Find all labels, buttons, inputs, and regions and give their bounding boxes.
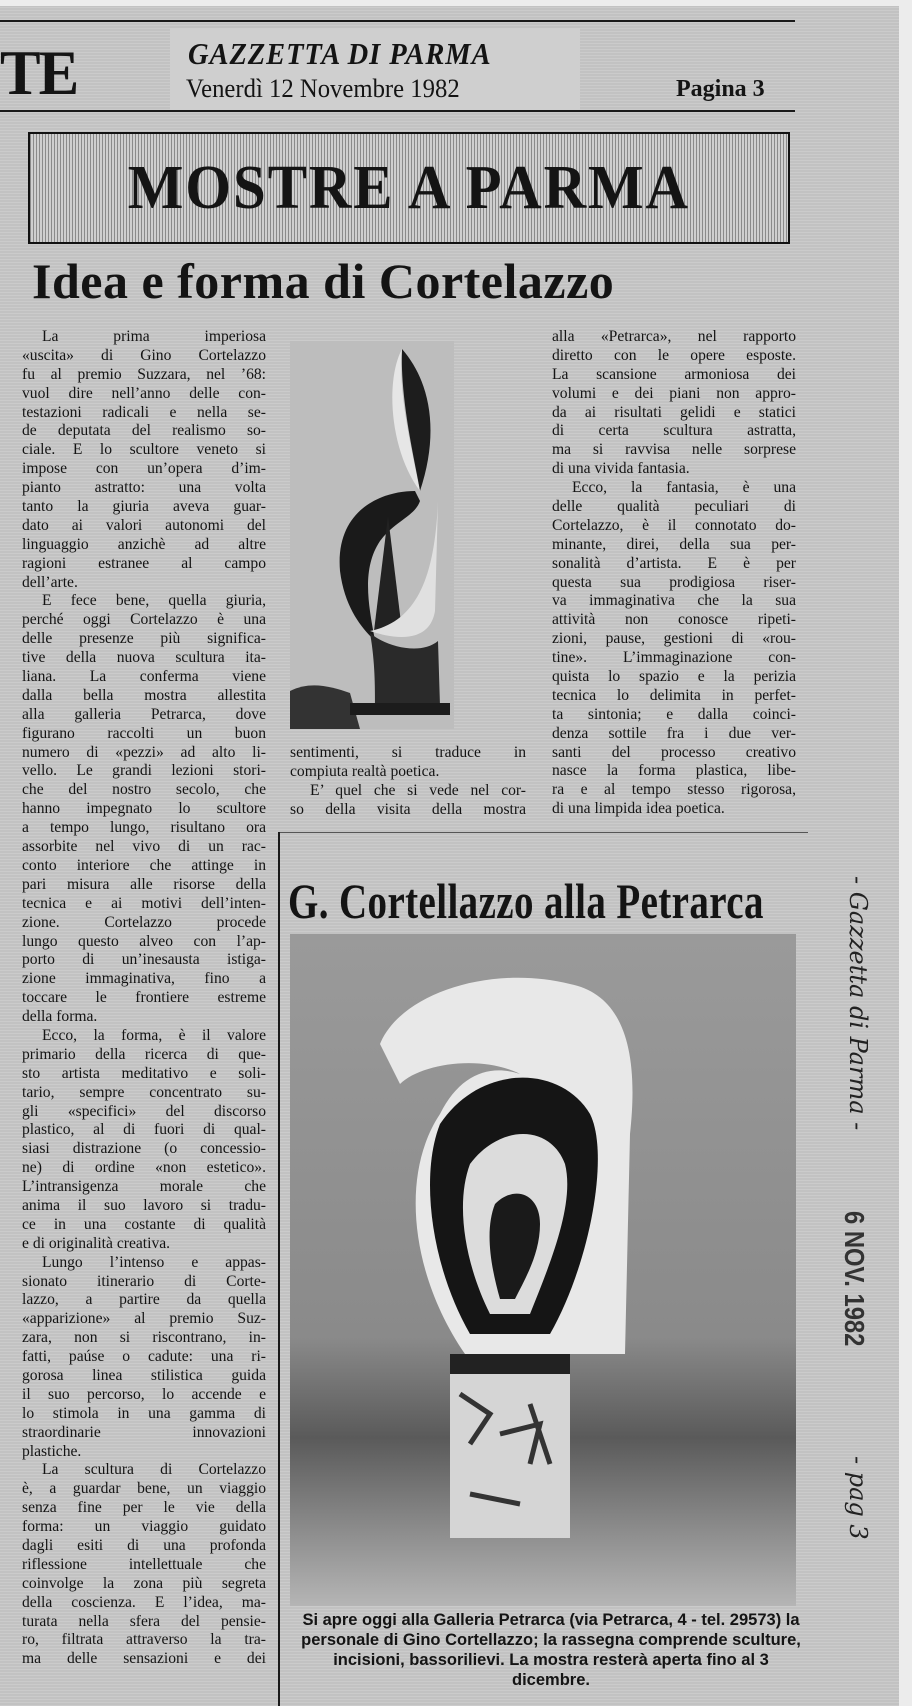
text-line: Ecco, la fantasia, è una [572,479,796,497]
text-line: so della visita della mostra [290,800,526,818]
text-line: di certa scultura astratta, [552,422,796,440]
text-line: dalla bella mostra allestita [22,686,266,704]
handwritten-page-note: - pag 3 [844,1456,872,1540]
text-line: fu al premio Suzzara, nel ’68: [22,365,266,383]
text-line: pianto astratto: una volta [22,479,266,497]
text-line: perché oggi Cortelazzo è una [22,611,266,629]
text-line: tario, sempre concentrato su- [22,1083,266,1101]
text-line: forma: un viaggio guidato [22,1518,266,1536]
text-line: questa sua prodigiosa riser- [552,573,796,591]
section-fragment: TE [0,37,78,108]
text-line: delle qualità peculiari di [552,498,796,516]
newspaper-name: GAZZETTA DI PARMA [188,36,492,71]
masthead [170,28,580,112]
text-line: riflessione intellettuale che [22,1555,266,1573]
text-line: plastico, al di fuori di qual- [22,1121,266,1139]
text-line: zioni, pause, gestioni di «rou- [552,630,796,648]
page-number: Pagina 3 [676,76,765,102]
text-line: lazzo, a partire da quella [22,1291,266,1309]
text-line: dagli esiti di una profonda [22,1537,266,1554]
text-line: alla galleria Petrarca, dove [22,705,266,723]
text-line: «uscita» di Gino Cortelazzo [22,346,266,364]
sculpture-photo-small [290,341,454,729]
text-line: della forma. [22,1008,98,1026]
text-line: testazioni radicali e nella se- [22,403,266,421]
text-line: E’ quel che si vede nel cor- [310,781,526,799]
margin-annotations [822,876,882,1556]
text-line: da ai risultati gelidi e statici [552,403,796,421]
text-line: La scansione armoniosa dei [552,365,796,383]
section-banner [28,132,790,244]
text-line: figurano raccolti un buon [22,724,266,742]
text-line: sonalità d’artista. E è per [552,554,796,572]
text-line: attività non conosce ripeti- [552,611,796,629]
text-line: primario della ricerca di que- [22,1045,266,1063]
text-line: plastiche. [22,1442,82,1460]
text-line: assorbite nel vivo di un rac- [22,838,266,856]
text-line: santi del processo creativo [552,743,796,761]
text-line: Cortelazzo, è il connotato do- [552,516,796,534]
text-line: che del nostro secolo, che [22,781,266,799]
text-line: il suo percorso, lo accende e [22,1385,266,1403]
text-line: zara, non si riscontrano, in- [22,1329,266,1347]
text-line: e di originalità creativa. [22,1234,171,1252]
text-line: quista lo spazio e la perizia [552,668,796,686]
text-line: senza fine per le vie della [22,1499,266,1517]
text-line: E fece bene, quella giuria, [42,592,266,610]
text-line: tive della nuova scultura ita- [22,649,266,667]
text-line: anima il suo lavoro si tradu- [22,1196,266,1214]
text-line: ragioni estranee al campo [22,554,266,572]
text-line: a tempo lungo, risultano ora [22,819,266,837]
text-line: ciale. E lo scultore veneto si [22,441,266,459]
photo-caption: Si apre oggi alla Galleria Petrarca (via Petrarca, 4 - tel. 29573) la personale di Gino Cortellazzo; la rassegna comprende sculture, incisioni, bassorilievi. La mostra resterà aperta fino al 3 dicembre. [301,1611,801,1689]
text-line: lungo questo alveo con l’ap- [22,932,266,950]
text-line: coinvolge la zona più segreta [22,1574,266,1592]
banner-title: MOSTRE A PARMA [127,153,691,222]
text-line: denza sottile fra i due ver- [552,724,796,742]
text-line: gorosa linea stilistica guida [22,1366,266,1384]
text-line: alla «Petrarca», nel rapporto [552,328,796,345]
text-line: ma delle sensazioni e dei [22,1650,266,1668]
text-line: compiuta realtà poetica. [290,762,440,780]
text-line: hanno impegnato lo scultore [22,800,266,818]
text-line: vello. Le grandi lezioni stori- [22,762,266,780]
text-line: zione immaginativa, fino a [22,970,266,988]
text-line: toccare le frontiere estreme [22,989,266,1007]
text-line: ce in una costante di qualità [22,1215,266,1233]
text-line: turata nella sfera del pensie- [22,1612,266,1630]
handwritten-source-note: - Gazzetta di Parma - [844,876,872,1131]
issue-date: Venerdì 12 Novembre 1982 [186,74,460,103]
right-column [552,328,796,819]
text-line: diretto con le opere esposte. [552,346,796,364]
text-line: impose con un’opera d’im- [22,460,266,478]
text-line: Lungo l’intenso e appas- [42,1253,266,1271]
text-line: fatti, paúse o cadute: una ri- [22,1348,266,1366]
box-left-rule [278,832,280,1706]
text-line: conto interiore che attinge in [22,856,266,874]
second-headline: G. Cortellazzo alla Petrarca [288,873,764,929]
text-line: ra e al tempo stesso rigorosa, [552,781,796,799]
text-line: sionato itinerario di Corte- [22,1272,266,1290]
article-headline: Idea e forma di Cortelazzo [32,253,615,309]
text-line: tine». L’immaginazione con- [552,649,796,667]
text-line: di una limpida idea poetica. [552,800,725,818]
text-line: sto artista meditativo e soli- [22,1064,266,1082]
box-top-rule [278,832,808,833]
text-line: «apparizione» al premio Suz- [22,1310,266,1328]
text-line: vuol dire nell’anno delle con- [22,384,266,402]
text-line: della coscienza. E l’idea, ma- [22,1593,266,1611]
middle-column [290,744,526,820]
text-line: tecnica lo delimita in perfet- [552,686,796,704]
text-line: de deputata del realismo so- [22,422,266,440]
text-line: ro, filtrata attraverso la tra- [22,1631,266,1649]
text-line: nasce la forma plastica, libe- [552,762,796,780]
text-line: minante, direi, della sua per- [552,535,796,553]
text-line: straordinarie innovazioni [22,1423,266,1441]
text-line: ta sintonia; e dalla coinci- [552,705,796,723]
date-stamp: 6 NOV. 1982 [839,1211,870,1347]
text-line: tecnica e ai motivi dell’inten- [22,894,266,912]
text-line: sentimenti, si traduce in [290,744,526,761]
text-line: va immaginativa che la sua [552,592,796,610]
text-line: La scultura di Cortelazzo [42,1461,266,1479]
text-line: porto di un’inesausta istiga- [22,951,266,969]
text-line: volumi e dei piani non appro- [552,384,796,402]
text-line: di una vivida fantasia. [552,460,690,478]
text-line: zione. Cortelazzo procede [22,913,266,931]
text-line: pari misura alle risorse della [22,875,266,893]
text-line: delle presenze più significa- [22,630,266,648]
text-line: lo stimola in una gamma di [22,1404,266,1422]
text-line: L’intransigenza morale che [22,1178,266,1196]
text-line: ne) di ordine «non estetico». [22,1159,266,1177]
text-line: numero di «pezzi» ad alto li- [22,743,266,761]
left-column [22,328,266,1669]
text-line: tanto la giuria aveva guar- [22,498,266,516]
text-line: gli «specifici» del discorso [22,1102,266,1120]
text-line: Ecco, la forma, è il valore [42,1026,266,1044]
text-line: ma si ravvisa nelle sorprese [552,441,796,459]
text-line: La prima imperiosa [42,328,266,345]
text-line: linguaggio anzichè ad altre [22,535,266,553]
text-line: siasi distrazione (o concessio- [22,1140,266,1158]
newspaper-clipping [0,6,899,1706]
header-rule [0,110,795,112]
text-line: liana. La conferma viene [22,668,266,686]
text-line: dato ai valori autonomi del [22,516,266,534]
sculpture-photo-large [290,934,796,1606]
text-line: dell’arte. [22,573,78,591]
top-rule [0,20,795,22]
text-line: è, a guardar bene, un viaggio [22,1480,266,1498]
